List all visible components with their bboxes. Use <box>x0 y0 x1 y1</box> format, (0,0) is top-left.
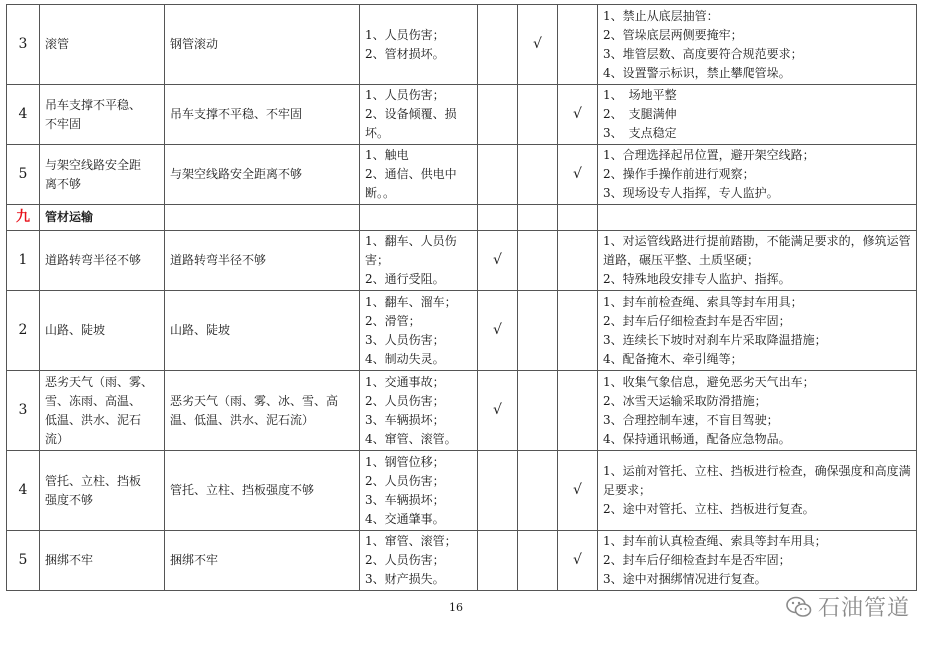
measure-cell-line: 2、 支腿满伸 <box>603 107 677 121</box>
measure-cell-line: 4、设置警示标识，禁止攀爬管垛。 <box>603 65 791 80</box>
measure-cell-line: 3、现场设专人指挥，专人监护。 <box>603 186 779 200</box>
item-cell-line: 不牢固 <box>45 116 82 131</box>
item-cell <box>40 531 165 591</box>
hazard-cell-line: 1、翻车、溜车； <box>365 294 457 309</box>
check-cell <box>478 85 518 145</box>
row-number: 5 <box>7 531 40 591</box>
empty-cell <box>478 205 518 231</box>
section-number: 九 <box>7 205 40 231</box>
check-cell: √ <box>558 531 598 591</box>
section-title: 管材运输 <box>40 205 165 231</box>
hazard-cell <box>360 231 478 291</box>
hazard-cell <box>360 291 478 371</box>
hazard-cell-line: 3、人员伤害； <box>365 332 445 347</box>
measure-cell-line: 足要求； <box>603 483 652 497</box>
measure-cell-line: 3、连续长下坡时对刹车片采取降温措施； <box>603 332 827 347</box>
check-cell: √ <box>518 5 558 85</box>
measure-cell <box>598 291 917 371</box>
hazard-cell-line: 2、滑管； <box>365 313 421 328</box>
row-number: 5 <box>7 145 40 205</box>
hazard-cell <box>360 85 478 145</box>
hazard-cell-line: 2、人员伤害； <box>365 553 445 567</box>
measure-cell-line: 2、特殊地段安排专人监护、指挥。 <box>603 272 791 286</box>
measure-cell-line: 2、途中对管托、立柱、挡板进行复查。 <box>603 502 815 516</box>
check-cell <box>478 5 518 85</box>
hazard-cell-line: 3、车辆损坏； <box>365 492 445 507</box>
hazard-cell-line: 3、财产损失。 <box>365 572 445 586</box>
factor-cell: 管托、立柱、挡板强度不够 <box>165 451 360 531</box>
row-number: 1 <box>7 231 40 291</box>
check-cell <box>558 231 598 291</box>
measure-cell-line: 1、封车前认真检查绳、索具等封车用具； <box>603 534 827 548</box>
hazard-cell <box>360 371 478 451</box>
check-cell: √ <box>558 85 598 145</box>
table-row <box>7 531 917 591</box>
measure-cell <box>598 5 917 85</box>
measure-cell-line: 2、冰雪天运输采取防滑措施； <box>603 393 767 408</box>
measure-cell <box>598 531 917 591</box>
hazard-cell-line: 1、交通事故； <box>365 374 445 389</box>
empty-cell <box>518 205 558 231</box>
check-cell: √ <box>478 371 518 451</box>
check-cell <box>478 451 518 531</box>
hazard-cell-line: 4、交通肇事。 <box>365 511 445 526</box>
check-cell: √ <box>478 291 518 371</box>
item-cell-line: 道路转弯半径不够 <box>45 253 142 267</box>
check-cell: √ <box>558 145 598 205</box>
measure-cell-line: 1、对运管线路进行提前踏勘，不能满足要求的，修筑运管 <box>603 234 911 248</box>
table-row <box>7 5 917 85</box>
hazard-cell <box>360 451 478 531</box>
measure-cell-line: 1、收集气象信息，避免恶劣天气出车； <box>603 374 815 389</box>
measure-cell <box>598 145 917 205</box>
check-cell <box>518 145 558 205</box>
factor-cell: 吊车支撑不平稳、不牢固 <box>165 85 360 145</box>
empty-cell <box>165 205 360 231</box>
factor-cell: 与架空线路安全距离不够 <box>165 145 360 205</box>
measure-cell-line: 3、合理控制车速，不盲目驾驶； <box>603 412 779 427</box>
hazard-cell-line: 2、设备倾覆、损 <box>365 107 457 121</box>
row-number: 4 <box>7 85 40 145</box>
hazard-cell-line: 1、翻车、人员伤 <box>365 234 457 248</box>
factor-cell: 山路、陡坡 <box>165 291 360 371</box>
table-row <box>7 85 917 145</box>
factor-cell: 钢管滚动 <box>165 5 360 85</box>
hazard-cell-line: 害； <box>365 253 390 267</box>
hazard-cell-line: 2、人员伤害； <box>365 393 445 408</box>
section-row <box>7 205 917 231</box>
hazard-cell-line: 2、通行受阻。 <box>365 272 445 286</box>
check-cell: √ <box>478 231 518 291</box>
item-cell <box>40 5 165 85</box>
item-cell-line: 滚管 <box>45 37 70 51</box>
measure-cell-line: 2、操作手操作前进行观察； <box>603 167 755 181</box>
item-cell-line: 吊车支撑不平稳、 <box>45 97 142 112</box>
hazard-cell-line: 2、管材损坏。 <box>365 46 445 61</box>
item-cell-line: 雪、冻雨、高温、 <box>45 393 142 408</box>
measure-cell-line: 2、管垛底层两侧要掩牢； <box>603 27 743 42</box>
empty-cell <box>360 205 478 231</box>
watermark-text: 石油管道 <box>818 596 911 621</box>
factor-cell: 捆绑不牢 <box>165 531 360 591</box>
watermark <box>786 591 910 622</box>
item-cell <box>40 291 165 371</box>
factor-cell-line: 温、低温、洪水、泥石流） <box>170 412 315 427</box>
empty-cell <box>558 205 598 231</box>
hazard-cell-line: 1、触电 <box>365 148 409 162</box>
hazard-cell <box>360 145 478 205</box>
hazard-cell-line: 1、钢管位移； <box>365 454 445 469</box>
row-number: 4 <box>7 451 40 531</box>
item-cell <box>40 85 165 145</box>
factor-cell <box>165 371 360 451</box>
check-cell <box>518 231 558 291</box>
item-cell-line: 低温、洪水、泥石 <box>45 412 142 427</box>
factor-cell: 道路转弯半径不够 <box>165 231 360 291</box>
check-cell <box>478 145 518 205</box>
measure-cell-line: 1、封车前检查绳、索具等封车用具； <box>603 294 803 309</box>
item-cell <box>40 371 165 451</box>
table-row <box>7 371 917 451</box>
item-cell <box>40 451 165 531</box>
item-cell-line: 流） <box>45 431 70 446</box>
measure-cell-line: 1、合理选择起吊位置，避开架空线路； <box>603 148 815 162</box>
check-cell <box>558 291 598 371</box>
measure-cell-line: 2、封车后仔细检查封车是否牢固； <box>603 313 791 328</box>
measure-cell-line: 1、运前对管托、立柱、挡板进行检查，确保强度和高度满 <box>603 464 911 478</box>
item-cell <box>40 145 165 205</box>
hazard-cell-line: 4、窜管、滚管。 <box>365 431 457 446</box>
risk-table <box>6 4 917 591</box>
measure-cell-line: 4、配备掩木、牵引绳等； <box>603 351 743 366</box>
hazard-cell-line: 断。。 <box>365 186 396 200</box>
check-cell: √ <box>558 451 598 531</box>
measure-cell <box>598 231 917 291</box>
hazard-cell <box>360 5 478 85</box>
check-cell <box>518 531 558 591</box>
measure-cell-line: 道路，碾压平整、土质坚硬； <box>603 253 760 267</box>
table-row <box>7 291 917 371</box>
measure-cell-line: 2、封车后仔细检查封车是否牢固； <box>603 553 791 567</box>
check-cell <box>478 531 518 591</box>
measure-cell-line: 3、堆管层数、高度要符合规范要求； <box>603 46 803 61</box>
measure-cell-line: 3、途中对捆绑情况进行复查。 <box>603 572 767 586</box>
item-cell-line: 捆绑不牢 <box>45 553 94 567</box>
measure-cell-line: 4、保持通讯畅通，配备应急物品。 <box>603 431 791 446</box>
measure-cell <box>598 85 917 145</box>
hazard-cell <box>360 531 478 591</box>
hazard-cell-line: 1、窜管、滚管； <box>365 534 457 548</box>
hazard-cell-line: 3、车辆损坏； <box>365 412 445 427</box>
measure-cell-line: 1、禁止从底层抽管： <box>603 8 719 23</box>
page-number: 16 <box>449 601 463 614</box>
factor-cell-line: 恶劣天气（雨、雾、冰、雪、高 <box>170 393 339 408</box>
check-cell <box>518 85 558 145</box>
row-number: 3 <box>7 371 40 451</box>
item-cell-line: 与架空线路安全距 <box>45 157 142 172</box>
table-row <box>7 451 917 531</box>
item-cell-line: 离不够 <box>45 176 82 191</box>
empty-cell <box>598 205 917 231</box>
item-cell-line: 管托、立柱、挡板 <box>45 473 142 488</box>
hazard-cell-line: 4、制动失灵。 <box>365 351 445 366</box>
wechat-icon <box>786 596 812 618</box>
measure-cell-line: 3、 支点稳定 <box>603 126 677 140</box>
check-cell <box>558 371 598 451</box>
item-cell-line: 强度不够 <box>45 492 94 507</box>
measure-cell <box>598 451 917 531</box>
check-cell <box>518 291 558 371</box>
table-row <box>7 231 917 291</box>
row-number: 3 <box>7 5 40 85</box>
hazard-cell-line: 坏。 <box>365 126 390 140</box>
item-cell <box>40 231 165 291</box>
hazard-cell-line: 1、人员伤害； <box>365 88 445 102</box>
measure-cell-line: 1、 场地平整 <box>603 88 677 102</box>
hazard-cell-line: 1、人员伤害； <box>365 27 445 42</box>
check-cell <box>518 451 558 531</box>
check-cell <box>518 371 558 451</box>
hazard-cell-line: 2、通信、供电中 <box>365 167 457 181</box>
check-cell <box>558 5 598 85</box>
table-row <box>7 145 917 205</box>
row-number: 2 <box>7 291 40 371</box>
hazard-cell-line: 2、人员伤害； <box>365 473 445 488</box>
item-cell-line: 山路、陡坡 <box>45 323 106 337</box>
item-cell-line: 恶劣天气（雨、雾、 <box>45 374 154 389</box>
measure-cell <box>598 371 917 451</box>
